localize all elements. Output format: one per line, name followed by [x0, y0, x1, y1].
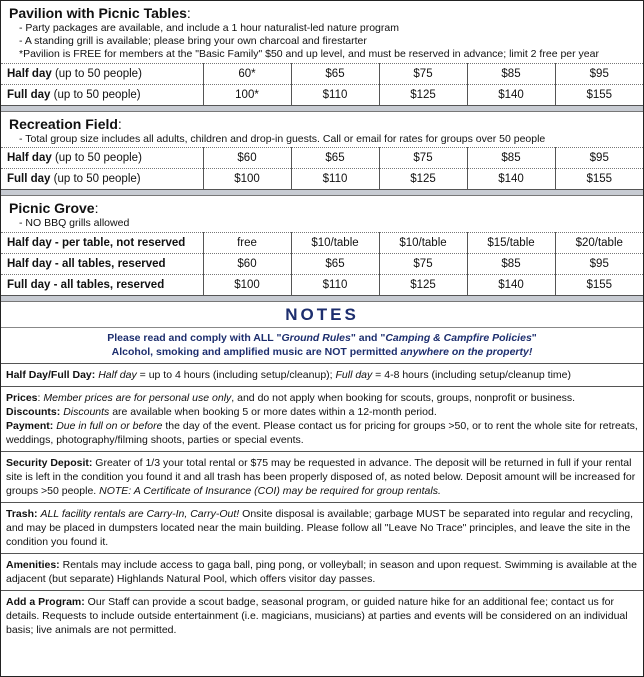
table-row [1, 169, 643, 190]
rate-cell: $60 [203, 254, 291, 275]
row-label: Full day (up to 50 people) [1, 85, 203, 106]
notes-heading: NOTES [1, 302, 643, 328]
pavilion-note: *Pavilion is FREE for members at the "Basic Family" $50 and up level, and must be reserved in advance; limit 2 free per year [19, 48, 599, 60]
table-row [1, 233, 643, 254]
rate-cell: $125 [379, 169, 467, 190]
pavilion-rates-table [1, 63, 643, 105]
pavilion-note: - A standing grill is available; please bring your own charcoal and firestarter [19, 35, 367, 47]
note-trash: Trash: ALL facility rentals are Carry-In, Carry-Out! Onsite disposal is available; garbage MUST be separated into regular and recycling, and may be placed in dumpsters located near the main building. Please follow all "Leave No Trace" principles, and leave the site in the condition you found it. [1, 503, 643, 554]
rate-cell: $85 [467, 148, 555, 169]
grove-title: Picnic Grove: [9, 200, 99, 216]
rate-cell: $100 [203, 169, 291, 190]
rate-cell: $125 [379, 275, 467, 296]
rate-cell: $140 [467, 85, 555, 106]
note-add-program: Add a Program: Our Staff can provide a scout badge, seasonal program, or guided nature hike for an additional fee; contact us for details. Requests to include outside entertainment (i.e. magicians, musicians) at parties and events will be considered on an individual basis; live animals are not permitted. [6, 596, 628, 636]
notes-intro: Please read and comply with ALL "Ground Rules" and "Camping & Campfire Policies" Alcohol, smoking and amplified music are NOT permitted anywhere on the property! [1, 328, 643, 364]
recreation-section [1, 112, 643, 190]
note-prices: Prices: Member prices are for personal use only, and do not apply when booking for scouts, groups, nonprofit or business. Discounts: Discounts are available when booking 5 or more dates within a 12-month period. Payment: Due in full on or before the day of the event. Please contact us for pricing for groups >50, or to rent the whole site for retreats, weddings, photography/filming shoots, parties or special events. [1, 387, 643, 452]
rate-cell: $110 [291, 275, 379, 296]
note-security-deposit: Security Deposit: Greater of 1/3 your total rental or $75 may be requested in advance. The deposit will be returned in full if your rental site is left in the condition you found it and all trash has been properly disposed of, as noted below. Deposit amount will be increased for groups >50 people. NOTE: A Certificate of Insurance (COI) may be required for group rentals. [1, 452, 643, 503]
row-label: Full day - all tables, reserved [1, 275, 203, 296]
rate-cell: $75 [379, 254, 467, 275]
rate-cell: $155 [555, 275, 643, 296]
table-row [1, 275, 643, 296]
pavilion-title: Pavilion with Picnic Tables: [9, 5, 191, 21]
row-label: Half day (up to 50 people) [1, 64, 203, 85]
grove-note: - NO BBQ grills allowed [19, 217, 130, 229]
table-row [1, 148, 643, 169]
pavilion-section [1, 1, 643, 106]
rate-cell: $20/table [555, 233, 643, 254]
rate-cell: $95 [555, 254, 643, 275]
rate-cell: $155 [555, 85, 643, 106]
rate-cell: $10/table [379, 233, 467, 254]
grove-section [1, 196, 643, 296]
rate-cell: $65 [291, 64, 379, 85]
recreation-title: Recreation Field: [9, 116, 122, 132]
pavilion-note: - Party packages are available, and include a 1 hour naturalist-led nature program [19, 22, 399, 34]
table-row [1, 64, 643, 85]
rate-cell: $100 [203, 275, 291, 296]
recreation-rates-table [1, 147, 643, 189]
rate-cell: $110 [291, 85, 379, 106]
rate-cell: $75 [379, 64, 467, 85]
row-label: Half day - per table, not reserved [1, 233, 203, 254]
rate-cell: $155 [555, 169, 643, 190]
rate-cell: $60 [203, 148, 291, 169]
rate-cell: $65 [291, 148, 379, 169]
table-row [1, 85, 643, 106]
rate-cell: $140 [467, 275, 555, 296]
rate-cell: 60* [203, 64, 291, 85]
note-amenities: Amenities: Rentals may include access to gaga ball, ping pong, or volleyball; in season and upon request. Swimming is available at the adjacent (but separate) Highlands Natural Pool, which offers visitor day passes. [1, 554, 643, 591]
table-row [1, 254, 643, 275]
rate-cell: $10/table [291, 233, 379, 254]
rate-cell: $85 [467, 254, 555, 275]
row-label: Full day (up to 50 people) [1, 169, 203, 190]
note-half-full-day: Half Day/Full Day: Half day = up to 4 hours (including setup/cleanup); Full day = 4-8 hours (including setup/cleanup time) [1, 364, 643, 387]
rate-cell: $95 [555, 148, 643, 169]
rate-cell: $15/table [467, 233, 555, 254]
grove-rates-table [1, 232, 643, 295]
rate-cell: $75 [379, 148, 467, 169]
rate-cell: $95 [555, 64, 643, 85]
row-label: Half day - all tables, reserved [1, 254, 203, 275]
rate-cell: $110 [291, 169, 379, 190]
rate-cell: 100* [203, 85, 291, 106]
rate-cell: $140 [467, 169, 555, 190]
rate-cell: $85 [467, 64, 555, 85]
rate-cell: free [203, 233, 291, 254]
rate-cell: $125 [379, 85, 467, 106]
row-label: Half day (up to 50 people) [1, 148, 203, 169]
recreation-note: - Total group size includes all adults, children and drop-in guests. Call or email for rates for groups over 50 people [19, 133, 546, 145]
rate-cell: $65 [291, 254, 379, 275]
